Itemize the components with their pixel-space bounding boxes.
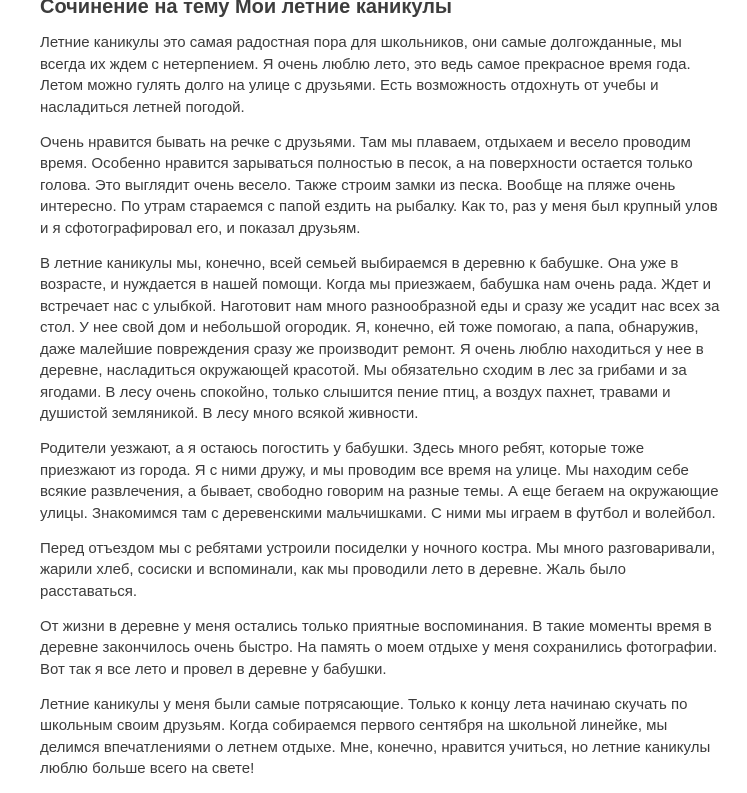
article-paragraph-3: В летние каникулы мы, конечно, всей семьей выбираемся в деревню к бабушке. Она уже в возрасте, и нуждается в нашей помощи. Когда мы приезжаем, бабушка нам очень рада. Ждет и встречает нас с улыбкой. Наготовит нам много разнообразной еды и сразу же усадит нас всех за стол. У нее свой дом и небольшой огородик. Я, конечно, ей тоже помогаю, а папа, обнаружив, даже малейшие повреждения сразу же производит ремонт. Я очень люблю находиться у нее в деревне, насладиться окружающей красотой. Мы обязательно сходим в лес за грибами и за ягодами. В лесу очень спокойно, только слышится пение птиц, а воздух пахнет, травами и душистой земляникой. В лесу много всякой живности. [40,254,720,422]
article-paragraph-2: Очень нравится бывать на речке с друзьями. Там мы плаваем, отдыхаем и весело проводим время. Особенно нравится зарываться полностью в песок, а на поверхности остается только голова. Это выглядит очень весело. Также строим замки из песка. Вообще на пляже очень интересно. По утрам стараемся с папой ездить на рыбалку. Как то, раз у меня был крупный улов и я сфотографировал его, и показал друзьям. [40,133,718,237]
article-title: Сочинение на тему Мои летние каникулы [40,0,452,18]
article-paragraph-1: Летние каникулы это самая радостная пора для школьников, они самые долгожданные, мы всегда их ждем с нетерпением. Я очень люблю лето, это ведь самое прекрасное время года. Летом можно гулять долго на улице с друзьями. Есть возможность отдохнуть от учебы и насладиться летней погодой. [40,34,691,116]
article [40,0,720,793]
article-paragraph-5: Перед отъездом мы с ребятами устроили посиделки у ночного костра. Мы много разговаривали, жарили хлеб, сосиски и вспоминали, как мы проводили лето в деревне. Жаль было расставаться. [40,539,716,600]
article-paragraph-6: От жизни в деревне у меня остались только приятные воспоминания. В такие моменты время в деревне закончилось очень быстро. На память о моем отдыхе у меня сохранились фотографии. Вот так я все лето и провел в деревне у бабушки. [40,617,718,678]
article-paragraph-7: Летние каникулы у меня были самые потрясающие. Только к концу лета начинаю скучать по школьным своим друзьям. Когда собираемся первого сентября на школьной линейке, мы делимся впечатлениями о летнем отдыхе. Мне, конечно, нравится учиться, но летние каникулы люблю больше всего на свете! [40,695,711,777]
article-paragraph-4: Родители уезжают, а я остаюсь погостить у бабушки. Здесь много ребят, которые тоже приезжают из города. Я с ними дружу, и мы проводим все время на улице. Мы находим себе всякие развлечения, а бывает, свободно говорим на разные темы. А еще бегаем на окружающие улицы. Знакомимся там с деревенскими мальчишками. С ними мы играем в футбол и волейбол. [40,440,719,522]
